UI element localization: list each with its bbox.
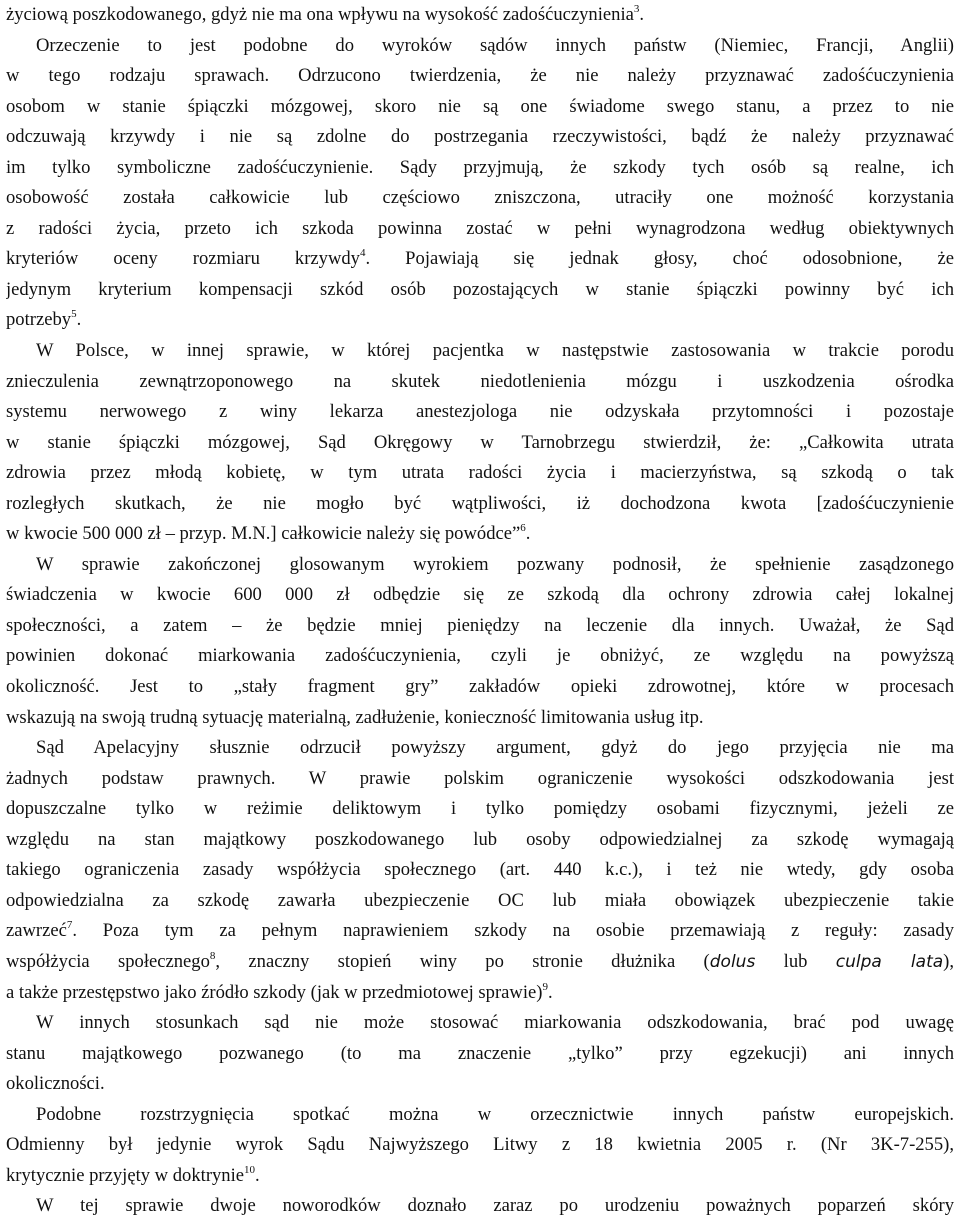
text-line: [6, 1069, 954, 1100]
text-segment: lub: [755, 950, 836, 972]
text-line: [6, 458, 954, 489]
text-line: [6, 978, 954, 1009]
text-segment: jedynym kryterium kompensacji szkód osób pozostających w stanie śpiączki powinny być ich: [6, 278, 954, 300]
text-line: [6, 397, 954, 428]
text-line: [6, 183, 954, 214]
text-segment: kryteriów oceny rozmiaru krzywdy: [6, 248, 360, 270]
text-line: [6, 1161, 954, 1192]
footnote-marker: 6: [520, 522, 526, 535]
text-segment: .: [76, 309, 82, 331]
text-segment: okoliczności.: [6, 1073, 105, 1095]
footnote-marker: 3: [633, 3, 640, 15]
text-line: [6, 275, 954, 306]
text-line: [6, 1039, 954, 1070]
text-segment: żadnych podstaw prawnych. W prawie polskim ograniczenie wysokości odszkodowania jest: [6, 767, 954, 789]
document-page: [6, 0, 954, 1222]
text-line: [6, 1130, 954, 1161]
footnote-marker: 4: [359, 247, 366, 260]
text-segment: wskazują na swoją trudną sytuację materialną, zadłużenie, konieczność limitowania usług itp.: [6, 706, 704, 728]
text-line: [6, 1008, 954, 1039]
text-line: [6, 305, 954, 336]
text-segment: ),: [943, 950, 954, 972]
text-segment: .: [547, 981, 553, 1003]
text-segment: Sąd Apelacyjny słusznie odrzucił powyższy argument, gdyż do jego przyjęcia nie ma: [36, 737, 954, 759]
footnote-marker: 8: [209, 949, 216, 962]
text-segment: W innych stosunkach sąd nie może stosować miarkowania odszkodowania, brać pod uwagę: [36, 1012, 954, 1034]
text-segment: rozległych skutkach, że nie mogło być wątpliwości, iż dochodzona kwota [zadośćuczynienie: [6, 492, 954, 514]
text-line: [6, 916, 954, 947]
text-line: [6, 886, 954, 917]
text-line: [6, 214, 954, 245]
text-segment: takiego ograniczenia zasady współżycia społecznego (art. 440 k.c.), i też nie wtedy, gdy osoba: [6, 859, 954, 881]
text-segment: .: [525, 523, 531, 545]
text-segment: znieczulenia zewnątrzoponowego na skutek niedotlenienia mózgu i uszkodzenia ośrodka: [6, 370, 954, 392]
text-line: [6, 489, 954, 520]
text-line: [6, 550, 954, 581]
text-segment: W Polsce, w innej sprawie, w której pacjentka w następstwie zastosowania w trakcie porodu: [36, 340, 954, 362]
text-segment: culpa lata: [835, 951, 944, 972]
text-line: [6, 672, 954, 703]
text-segment: powinien dokonać miarkowania zadośćuczynienia, czyli je obniżyć, ze względu na powyższą: [6, 645, 954, 667]
footnote-marker: 7: [66, 919, 73, 932]
text-segment: , znaczny stopień winy po stronie dłużnika (: [215, 950, 710, 972]
text-line: [6, 703, 954, 734]
text-segment: zdrowia przez młodą kobietę, w tym utrata radości życia i macierzyństwa, są szkodą o tak: [6, 462, 954, 484]
text-segment: dolus: [709, 951, 756, 972]
text-segment: Orzeczenie to jest podobne do wyroków sądów innych państw (Niemiec, Francji, Anglii): [36, 34, 954, 56]
text-segment: odpowiedzialna za szkodę zawarła ubezpieczenie OC lub miała obowiązek ubezpieczenie takie: [6, 889, 954, 911]
text-segment: Odmienny był jedynie wyrok Sądu Najwyższego Litwy z 18 kwietnia 2005 r. (Nr 3K-7-255),: [6, 1134, 954, 1156]
footnote-marker: 10: [244, 1163, 256, 1176]
text-segment: W sprawie zakończonej glosowanym wyrokiem pozwany podnosił, że spełnienie zasądzonego: [36, 553, 954, 575]
text-segment: Podobne rozstrzygnięcia spotkać można w orzecznictwie innych państw europejskich.: [36, 1103, 954, 1125]
text-line: [6, 336, 954, 367]
text-line: [6, 519, 954, 550]
text-segment: zawrzeć: [6, 920, 67, 942]
text-segment: świadczenia w kwocie 600 000 zł odbędzie się ze szkodą dla ochrony zdrowia całej lokalnej: [6, 584, 954, 606]
text-segment: społeczności, a zatem – że będzie mniej pieniędzy na leczenie dla innych. Uważał, że Sąd: [6, 614, 954, 636]
text-line: [6, 794, 954, 825]
text-segment: w tego rodzaju sprawach. Odrzucono twierdzenia, że nie należy przyznawać zadośćuczynienia: [6, 65, 954, 87]
text-line: [6, 0, 954, 31]
text-line: [6, 122, 954, 153]
text-line: [6, 641, 954, 672]
text-segment: im tylko symboliczne zadośćuczynienie. Sądy przyjmują, że szkody tych osób są realne, ich: [6, 156, 954, 178]
text-line: [6, 947, 954, 978]
text-line: [6, 733, 954, 764]
footnote-marker: 9: [542, 980, 548, 993]
text-line: [6, 31, 954, 62]
text-line: [6, 153, 954, 184]
text-segment: osobom w stanie śpiączki mózgowej, skoro nie są one świadome swego stanu, a przez to nie: [6, 95, 954, 117]
text-segment: dopuszczalne tylko w reżimie deliktowym i tylko pomiędzy osobami fizycznymi, jeżeli ze: [6, 798, 954, 820]
text-segment: krytycznie przyjęty w doktrynie: [6, 1164, 245, 1186]
text-line: [6, 1100, 954, 1131]
text-line: [6, 580, 954, 611]
text-line: [6, 825, 954, 856]
text-segment: potrzeby: [6, 309, 72, 331]
text-segment: stanu majątkowego pozwanego (to ma znaczenie „tylko” przy egzekucji) ani innych: [6, 1042, 954, 1064]
text-segment: a także przestępstwo jako źródło szkody (jak w przedmiotowej sprawie): [6, 981, 543, 1003]
text-segment: . Poza tym za pełnym naprawieniem szkody na osobie przemawiają z reguły: zasady: [72, 920, 954, 942]
footnote-marker: 5: [71, 308, 77, 321]
text-line: [6, 428, 954, 459]
text-segment: względu na stan majątkowy poszkodowanego lub osoby odpowiedzialnej za szkodę wymagają: [6, 828, 954, 850]
text-line: [6, 92, 954, 123]
text-segment: systemu nerwowego z winy lekarza anestezjologa nie odzyskała przytomności i pozostaje: [6, 401, 954, 423]
text-line: [6, 855, 954, 886]
text-segment: w stanie śpiączki mózgowej, Sąd Okręgowy w Tarnobrzegu stwierdził, że: „Całkowita utrata: [6, 431, 954, 453]
text-line: [6, 1191, 954, 1222]
text-segment: .: [639, 4, 645, 25]
text-line: [6, 61, 954, 92]
text-line: [6, 611, 954, 642]
text-segment: okoliczność. Jest to „stały fragment gry” zakładów opieki zdrowotnej, które w procesach: [6, 676, 954, 698]
text-segment: . Pojawiają się jednak głosy, choć odosobnione, że: [365, 248, 954, 270]
text-segment: W tej sprawie dwoje noworodków doznało zaraz po urodzeniu poważnych poparzeń skóry: [36, 1195, 954, 1217]
text-segment: współżycia społecznego: [6, 950, 210, 972]
text-segment: z radości życia, przeto ich szkoda powinna zostać w pełni wynagrodzona według obiektywnych: [6, 217, 954, 239]
text-segment: życiową poszkodowanego, gdyż nie ma ona wpływu na wysokość zadośćuczynienia: [6, 4, 634, 25]
text-line: [6, 244, 954, 275]
text-line: [6, 764, 954, 795]
text-line: [6, 367, 954, 398]
text-segment: w kwocie 500 000 zł – przyp. M.N.] całkowicie należy się powódce”: [6, 523, 521, 545]
text-segment: .: [255, 1164, 260, 1186]
text-segment: odczuwają krzywdy i nie są zdolne do postrzegania rzeczywistości, bądź że należy przyznawać: [6, 126, 954, 148]
text-segment: osobowość została całkowicie lub częściowo zniszczona, utraciły one możność korzystania: [6, 187, 954, 209]
